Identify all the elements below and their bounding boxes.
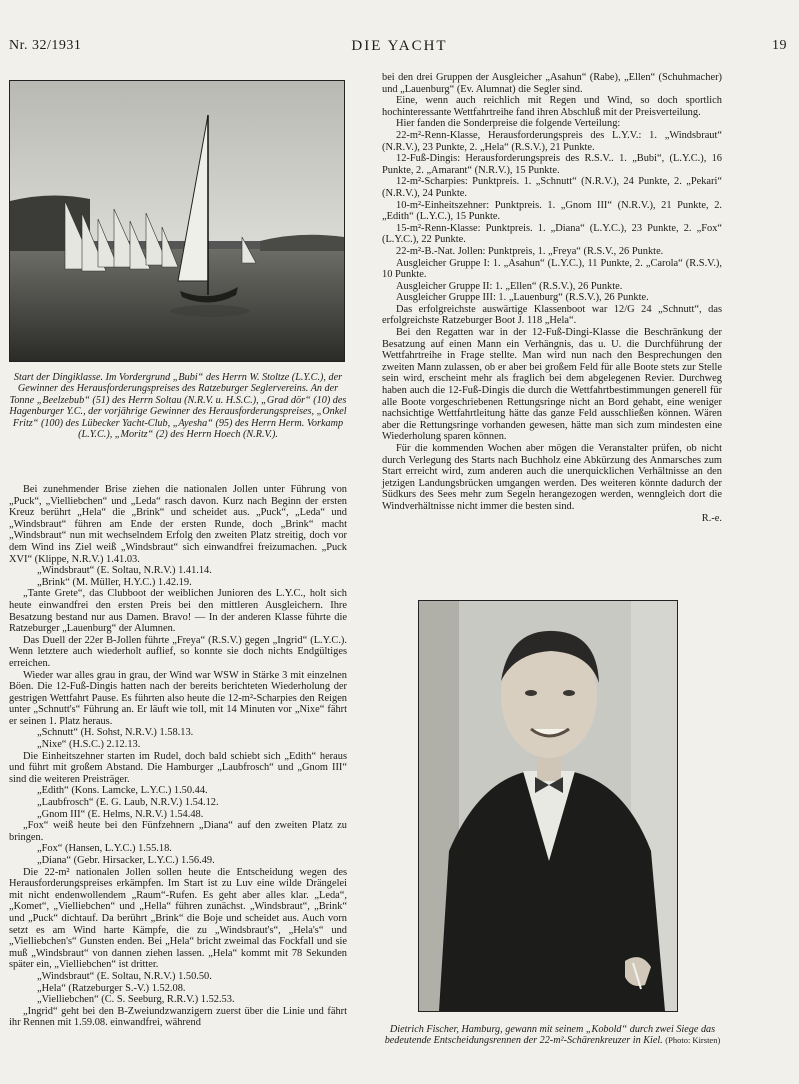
- paragraph: „Windsbraut“ (E. Soltau, N.R.V.) 1.50.50.: [37, 970, 212, 982]
- paragraph: „Diana“ (Gebr. Hirsacker, L.Y.C.) 1.56.49.: [37, 855, 215, 866]
- paragraph: Bei zunehmender Brise ziehen die nationalen Jollen unter Führung von „Puck“, „Vielliebchen“ und „Leda“ rasch davon. Kurz nach Beginn der ersten Kreuz berührt „Hela“ die „Brink“ und scheidet aus. „Puck“, „Leda“ und „Windsbraut“ führen am Ende der ersten Runde, doch „Brink“ macht „Windsbraut“ nun mit wechselndem Erfolg den zweiten Platz streitig, doch vor dem Wind ins Ziel weiß „Windsbraut“ sich einwandfrei freizumachen. „Puck XVI“ (Klippe, N.R.V.) 1.41.03.: [9, 484, 347, 565]
- paragraph: „Windsbraut“ (E. Soltau, N.R.V.) 1.41.14.: [37, 565, 212, 577]
- page-number: 19: [772, 38, 787, 53]
- paragraph: Die 22-m² nationalen Jollen sollen heute die Entscheidung wegen des Herausforderungspreises erkämpfen. Im Start ist zu Luv eine wilde Drängelei mit nicht endenwollendem „Raum“-Rufen. Es geht aber alles klar. „Leda“, „Komet“, „Vielliebchen“ und „Hella“ führen zunächst. „Windsbraut“, „Brink“ und „Puck“ dichtauf. Da berührt „Brink“ die Boje und scheidet aus. Auch vorn setzt es am Wind harte Kämpfe, die zu „Windsbraut's“, „Hela's“ und „Vielliebchen's“ Gunsten enden. Bei „Hela“ bricht zweimal das Fockfall und sie muß „Windsbraut“ von dannen ziehen lassen. „Hela“ kommt mit 78 Sekunden später ein, „Vielliebchen“ ist dritter.: [9, 866, 347, 971]
- paragraph: Das erfolgreichste auswärtige Klassenboot war 12/G 24 „Schnutt“, das erfolgreichste Ratzeburger Boot J. 118 „Hela“.: [382, 303, 722, 327]
- portrait-photo-image: [419, 601, 677, 1011]
- paragraph: Ausgleicher Gruppe I: 1. „Asahun“ (L.Y.C.), 11 Punkte, 2. „Carola“ (R.S.V.), 10 Punkte.: [382, 257, 722, 281]
- paragraph: R.-e.: [701, 512, 722, 524]
- paragraph: Für die kommenden Wochen aber mögen die Veranstalter prüfen, ob nicht durch Verlegung des Starts nach Buchholz eine Abkürzung des Anmarsches zum Start erreicht wird, zum anderen auch die unerquicklichen Verhältnisse an den jetzigen Landungsbrücken umgangen werden. Des weiteren könnte dadurch der Südkurs des Sees mehr zum Segeln herangezogen werden, wenngleich dort die Windverhältnisse nicht immer die besten sind.: [382, 443, 722, 512]
- paragraph: 22-m²-B.-Nat. Jollen: Punktpreis, 1. „Freya“ (R.S.V., 26 Punkte.: [396, 245, 664, 257]
- page-header: [0, 38, 799, 62]
- paragraph: „Laubfrosch“ (E. G. Laub, N.R.V.) 1.54.12.: [37, 797, 219, 809]
- paragraph: Ausgleicher Gruppe III: 1. „Lauenburg“ (R.S.V.), 26 Punkte.: [396, 292, 649, 304]
- photo-caption-1: Start der Dingiklasse. Im Vordergrund „Bubi“ des Herrn W. Stoltze (L.Y.C.), der Gewinner des Herausforderungspreises des Ratzeburger Seglervereins. An der Tonne „Beelzebub“ (51) des Herrn Soltau (N.R.V. u. H.S.C.), „Grad dör“ (10) des Hagenburger Y.C., der vorjährige Gewinner des Herausforderungspreises, „Onkel Fritz“ (100) des Lübecker Yacht-Club, „Ayesha“ (95) des Herrn Herm. Vorkamp (L.Y.C.), „Moritz“ (2) des Herrn Hoech (N.R.V.).: [9, 372, 347, 441]
- paragraph: 15-m²-Renn-Klasse: Punktpreis. 1. „Diana“ (L.Y.C.), 23 Punkte, 2. „Fox“ (L.Y.C.), 22 Punkte.: [382, 222, 722, 246]
- paragraph: „Nixe“ (H.S.C.) 2.12.13.: [37, 739, 141, 751]
- right-article-column: [382, 72, 722, 524]
- paragraph: „Tante Grete“, das Clubboot der weiblichen Junioren des L.Y.C., holt sich heute einwandfrei den ersten Preis bei den mittleren Ausgleichern. Ihre Besatzung bestand nur aus Damen. Bravo! — In der anderen Klasse führte die Ratzeburger „Lauenburg“ der Alumnen.: [9, 588, 347, 635]
- paragraph: „Edith“ (Kons. Lamcke, L.Y.C.) 1.50.44.: [37, 785, 208, 797]
- paragraph: Eine, wenn auch reichlich mit Regen und Wind, so doch sportlich hochinteressante Wettfahrtreihe fand ihren Abschluß mit der Preisverteilung.: [382, 95, 722, 118]
- sailboat-photo-image: [10, 81, 344, 361]
- paragraph: „Schnutt“ (H. Sohst, N.R.V.) 1.58.13.: [37, 727, 194, 739]
- paragraph: 10-m²-Einheitszehner: Punktpreis. 1. „Gnom III“ (N.R.V.), 21 Punkte, 2. „Edith“ (L.Y.C.), 15 Punkte.: [382, 199, 722, 223]
- paragraph: „Brink“ (M. Müller, H.Y.C.) 1.42.19.: [37, 576, 192, 588]
- left-article-column: [9, 484, 347, 1029]
- paragraph: Das Duell der 22er B-Jollen führte „Freya“ (R.S.V.) gegen „Ingrid“ (L.Y.C.). Wenn letztere auch wiederholt auflief, so konnte sie doch nichts Endgültiges erreichen.: [9, 634, 347, 669]
- paragraph: „Gnom III“ (E. Helms, N.R.V.) 1.54.48.: [37, 808, 204, 820]
- paragraph: 12-Fuß-Dingis: Herausforderungspreis des R.S.V.. 1. „Bubi“, (L.Y.C.), 16 Punkte, 2. „Amarant“ (N.R.V.), 15 Punkte.: [382, 153, 722, 176]
- paragraph: Die Einheitszehner starten im Rudel, doch bald schiebt sich „Edith“ heraus und führt mit großem Abstand. Die Hamburger „Laubfrosch“ und „Gnom III“ sind die weiteren Preisträger.: [9, 750, 347, 785]
- paragraph: „Ingrid“ geht bei den B-Zweiundzwanzigern zuerst über die Linie und fährt ihr Rennen mit 1.59.08. einwandfrei, während: [9, 1005, 347, 1029]
- photo-caption-2: [380, 1024, 725, 1047]
- paragraph: Hier fanden die Sonderpreise die folgende Verteilung:: [396, 118, 621, 130]
- photo-credit: (Photo: Kirsten): [665, 1035, 721, 1046]
- magazine-title: DIE YACHT: [351, 38, 448, 54]
- paragraph: „Fox“ (Hansen, L.Y.C.) 1.55.18.: [37, 843, 172, 855]
- paragraph: bei den drei Gruppen der Ausgleicher „Asahun“ (Rabe), „Ellen“ (Schuhmacher) und „Lauenburg“ (Ev. Alumnat) die Segler sind.: [382, 72, 722, 95]
- issue-number: Nr. 32/1931: [9, 38, 82, 53]
- paragraph: 22-m²-Renn-Klasse, Herausforderungspreis des L.Y.V.: 1. „Windsbraut“ (N.R.V.), 23 Punkte, 2. „Hela“ (R.S.V.), 21 Punkte.: [382, 129, 722, 153]
- sailboat-photo: [9, 80, 345, 362]
- photo-caption-2-text: Dietrich Fischer, Hamburg, gewann mit seinem „Kobold“ durch zwei Siege das bedeutende Entscheidungsrennen der 22-m²-Schärenkreuzer in Kiel.: [384, 1024, 716, 1047]
- paragraph: Bei den Regatten war in der 12-Fuß-Dingi-Klasse die Beschränkung der Besatzung auf einen Mann ein Verhängnis, das u. U. die Durchführung der Wettfahrtreihe in Frage stellte. Man wird nun nach den Besprechungen den zweiten Mann zulassen, ob er aber bei großem Feld für alle Boote stets zur Stelle sein wird, erscheint mehr als fraglich bei dem abgelegenen Revier. Durchweg haben auch die 12-Fuß-Dingis die durch die Wettfahrtbestimmungen generell für alle Boote vorgeschriebenen Rettungsringe nicht an Bord gehabt, eine weniger nachsichtige Wettfahrtleitung hätte das ganze Feld ausschließen können. Wären aber die Rettungsringe vorhanden gewesen, hätte man sich zum mindesten eine Wiederholung sparen können.: [382, 327, 722, 443]
- paragraph: „Fox“ weiß heute bei den Fünfzehnern „Diana“ auf den zweiten Platz zu bringen.: [9, 820, 347, 843]
- paragraph: 12-m²-Scharpies: Punktpreis. 1. „Schnutt“ (N.R.V.), 24 Punkte, 2. „Pekari“ (N.R.V.), 24 Punkte.: [382, 176, 722, 199]
- paragraph: Wieder war alles grau in grau, der Wind war WSW in Stärke 3 mit einzelnen Böen. Die 12-Fuß-Dingis hatten nach der bereits berichteten Wiederholung der gestrigen Wettfahrt Pause. Es führten also heute die 12-m²-Scharpies den Reigen unter „Schnutt's“ Führung an. Er läuft wie toll, mit 14 Minuten vor „Nixe“ fährt er seinen 1. Platz heraus.: [9, 669, 347, 727]
- paragraph: „Vielliebchen“ (C. S. Seeburg, R.R.V.) 1.52.53.: [37, 994, 235, 1006]
- paragraph: Ausgleicher Gruppe II: 1. „Ellen“ (R.S.V.), 26 Punkte.: [396, 280, 623, 292]
- portrait-photo: [418, 600, 678, 1012]
- paragraph: „Hela“ (Ratzeburger S.-V.) 1.52.08.: [37, 982, 186, 994]
